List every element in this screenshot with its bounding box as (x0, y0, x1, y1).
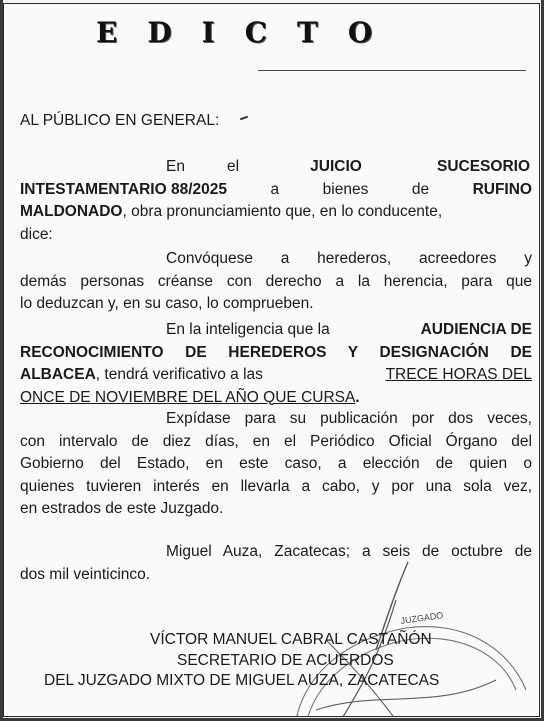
p3-line3-mid: , tendrá verificativo a las (95, 366, 263, 383)
place-date-line1: Miguel Auza, Zacatecas; a seis de octubre de (166, 543, 532, 560)
seal-lettering: JUZGADO (399, 610, 444, 626)
p3-period: . (355, 388, 360, 406)
addressee: AL PÚBLICO EN GENERAL: (20, 112, 220, 129)
document-title: EDICTO (96, 16, 403, 49)
p1-last-name: MALDONADO (20, 203, 123, 220)
p2-line2: demás personas créanse con derecho a la herencia, para que (20, 272, 532, 290)
edict-document (3, 3, 540, 717)
signatory-court: DEL JUZGADO MIXTO DE MIGUEL AUZA, ZACATECAS (44, 672, 440, 689)
p2-line3: lo deduzcan y, en su caso, lo comprueben. (20, 295, 314, 312)
signatory-name: VÍCTOR MANUEL CABRAL CASTAÑÓN (150, 631, 432, 648)
p1-first-name: RUFINO (472, 180, 532, 198)
p4-line3: Gobierno del Estado, en este caso, a elección de quien o (20, 455, 532, 472)
p1-line4: dice: (20, 225, 53, 243)
p1-word-a: a (270, 180, 280, 198)
p3-line2: RECONOCIMIENTO DE HEREDEROS Y DESIGNACIÓN DE (20, 343, 532, 361)
paragraph-trial (20, 156, 532, 246)
p3-hour: TRECE HORAS DEL (385, 366, 532, 383)
signatory-role: SECRETARIO DE ACUERDOS (177, 652, 394, 669)
p3-albacea: ALBACEA (20, 366, 96, 383)
ink-mark (240, 116, 248, 121)
p3-audiencia: AUDIENCIA DE (420, 321, 532, 338)
p1-word-el: el (226, 158, 240, 175)
p1-word-bienes: bienes (322, 180, 369, 198)
paragraph-hearing (20, 319, 532, 409)
p1-word-de: de (411, 180, 430, 198)
p3-line1-a: En la inteligencia que la (166, 321, 330, 338)
p4-line2: con intervalo de diez días, en el Periódico Oficial Órgano del (20, 432, 532, 450)
paragraph-convocation (20, 248, 532, 316)
p4-line1: Expídase para su publicación por dos veces, (166, 410, 532, 427)
p1-case-number: INTESTAMENTARIO 88/2025 (20, 180, 228, 198)
p4-line5: en estrados de este Juzgado. (20, 500, 224, 517)
p1-word-en: En (166, 158, 185, 175)
p1-juicio: JUICIO (310, 158, 362, 175)
p1-line3-rest: , obra pronunciamiento que, en lo conducente, (122, 203, 443, 220)
p3-date: ONCE DE NOVIEMBRE DEL AÑO QUE CURSA (20, 388, 356, 406)
p4-line4: quienes tuvieren interés en llevarla a cabo, y por una sola vez, (20, 477, 532, 495)
p1-sucesorio: SUCESORIO (436, 158, 530, 175)
paragraph-publication (20, 408, 532, 521)
place-date-line2: dos mil veinticinco. (20, 565, 151, 583)
p2-line1: Convóquese a herederos, acreedores y (166, 250, 532, 267)
scan-border-left (0, 0, 3, 721)
title-underline (258, 70, 526, 71)
